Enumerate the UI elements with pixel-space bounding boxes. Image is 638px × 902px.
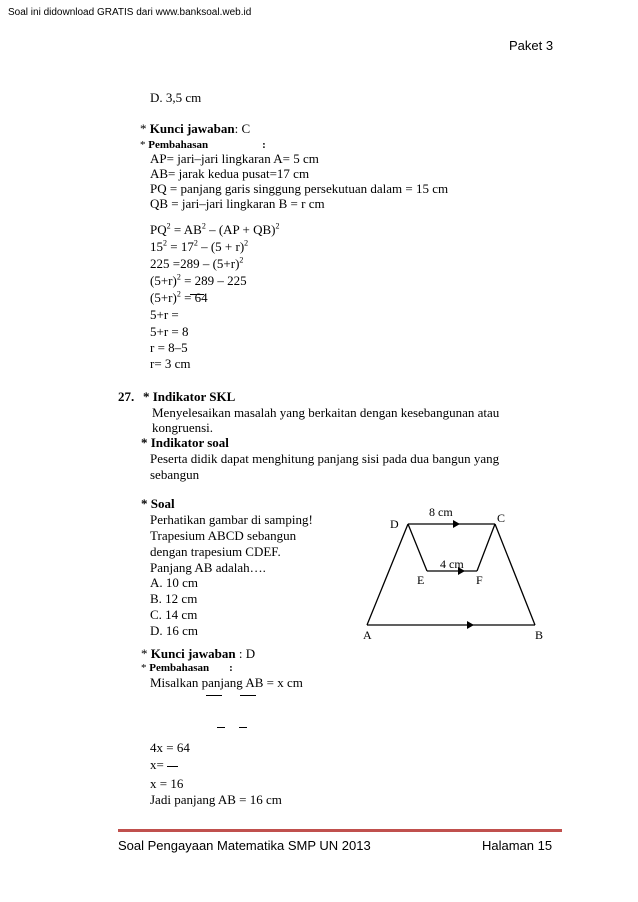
q26-calc-3: $225 =289 - (5+r)^2$	[150, 255, 244, 271]
footer-page-number: Halaman 15	[482, 838, 553, 853]
footer-rule	[118, 829, 562, 832]
fraction-bar	[206, 695, 222, 696]
trapezoid-figure	[355, 495, 555, 645]
q27-kunci-value: : D	[238, 646, 256, 661]
q27-kunci: * Kunci jawaban : D	[141, 646, 256, 661]
footer-title: Soal Pengayaan Matematika SMP UN 2013	[118, 838, 371, 853]
q26-kunci-label: Kunci jawaban	[149, 121, 235, 136]
q26-calc-5: $(5+r)^2 = 64$	[150, 289, 208, 305]
q27-soal-line1: Perhatikan gambar di samping!	[150, 512, 313, 527]
q27-soal-line2: Trapesium ABCD sebangun	[150, 528, 297, 543]
q27-soal-label: * Soal	[141, 496, 175, 511]
q26-calc-1: $PQ^2 = AB^2 - (AP + QB)^2$	[150, 221, 280, 237]
q27-indikator-soal-line2: sebangun	[150, 467, 200, 482]
q27-indikator-skl-line2: kongruensi.	[152, 420, 214, 435]
q27-result-4: Jadi panjang AB = 16 cm	[150, 792, 282, 807]
q26-pembahasan-colon: :	[262, 139, 266, 151]
sqrt-bar	[190, 294, 204, 295]
q26-kunci: * Kunci jawaban: C	[140, 121, 251, 136]
q27-kunci-label: Kunci jawaban	[150, 646, 236, 661]
label-b: B	[535, 628, 544, 642]
q27-pembahasan-label: Pembahasan	[149, 662, 210, 674]
q26-line-qb: QB = jari–jari lingkaran B = r cm	[150, 196, 325, 211]
side-fc	[477, 524, 495, 571]
q26-kunci-value: : C	[234, 121, 251, 136]
fraction-bar	[240, 695, 256, 696]
q27-indikator-skl-line1: Menyelesaikan masalah yang berkaitan dengan kesebangunan atau	[152, 405, 500, 420]
label-a: A	[363, 628, 372, 642]
side-cb	[495, 524, 535, 625]
q26-line-ab: AB= jarak kedua pusat=17 cm	[150, 166, 310, 181]
arrow-ab	[467, 621, 474, 629]
label-d: D	[390, 517, 399, 531]
q27-option-a: A. 10 cm	[150, 575, 199, 590]
q27-result-2: x=	[150, 757, 178, 773]
q27-indikator-skl-label: * Indikator SKL	[143, 389, 236, 404]
q26-pembahasan: * Pembahasan :	[140, 139, 266, 151]
side-de	[408, 524, 427, 571]
length-dc: 8 cm	[429, 505, 453, 519]
q27-pembahasan-colon: :	[229, 662, 233, 674]
q27-option-d: D. 16 cm	[150, 623, 199, 638]
q26-calc-2: $15^2 = 17^2 - (5 + r)^2$	[150, 238, 249, 254]
q27-option-b: B. 12 cm	[150, 591, 198, 606]
q27-indikator-soal-line1: Peserta didik dapat menghitung panjang sisi pada dua bangun yang	[150, 451, 500, 466]
length-ef: 4 cm	[440, 557, 464, 571]
q27-soal-line4: Panjang AB adalah….	[150, 560, 266, 575]
q26-pembahasan-label: Pembahasan	[148, 139, 209, 151]
arrow-dc	[453, 520, 460, 528]
label-f: F	[476, 573, 483, 587]
label-c: C	[497, 511, 506, 525]
q26-calc-4: $(5+r)^2 = 289 - 225$	[150, 272, 247, 288]
download-watermark: Soal ini didownload GRATIS dari www.banksoal.web.id	[8, 7, 252, 18]
q27-indikator-soal-label: * Indikator soal	[141, 435, 229, 450]
q27-misalkan: Misalkan panjang AB = x cm	[150, 675, 303, 690]
q26-option-d: D. 3,5 cm	[150, 90, 202, 105]
q26-calc-9: r= 3 cm	[150, 356, 191, 371]
q26-calc-6: 5+r =	[150, 307, 179, 322]
side-ad	[367, 524, 408, 625]
q27-result-1: 4x = 64	[150, 740, 190, 755]
q26-calc-7: 5+r = 8	[150, 324, 189, 339]
paket-label: Paket 3	[509, 38, 554, 53]
fraction-bar	[217, 727, 225, 728]
q27-number: 27.	[118, 389, 135, 404]
q27-result-3: x = 16	[150, 776, 184, 791]
q27-option-c: C. 14 cm	[150, 607, 198, 622]
q26-line-ap: AP= jari–jari lingkaran A= 5 cm	[150, 151, 319, 166]
label-e: E	[417, 573, 425, 587]
fraction-bar	[167, 766, 178, 767]
q27-soal-line3: dengan trapesium CDEF.	[150, 544, 281, 559]
fraction-bar	[239, 727, 247, 728]
q27-pembahasan: * Pembahasan :	[141, 662, 233, 674]
q26-line-pq: PQ = panjang garis singgung persekutuan dalam = 15 cm	[150, 181, 449, 196]
q26-calc-8: r = 8–5	[150, 340, 188, 355]
